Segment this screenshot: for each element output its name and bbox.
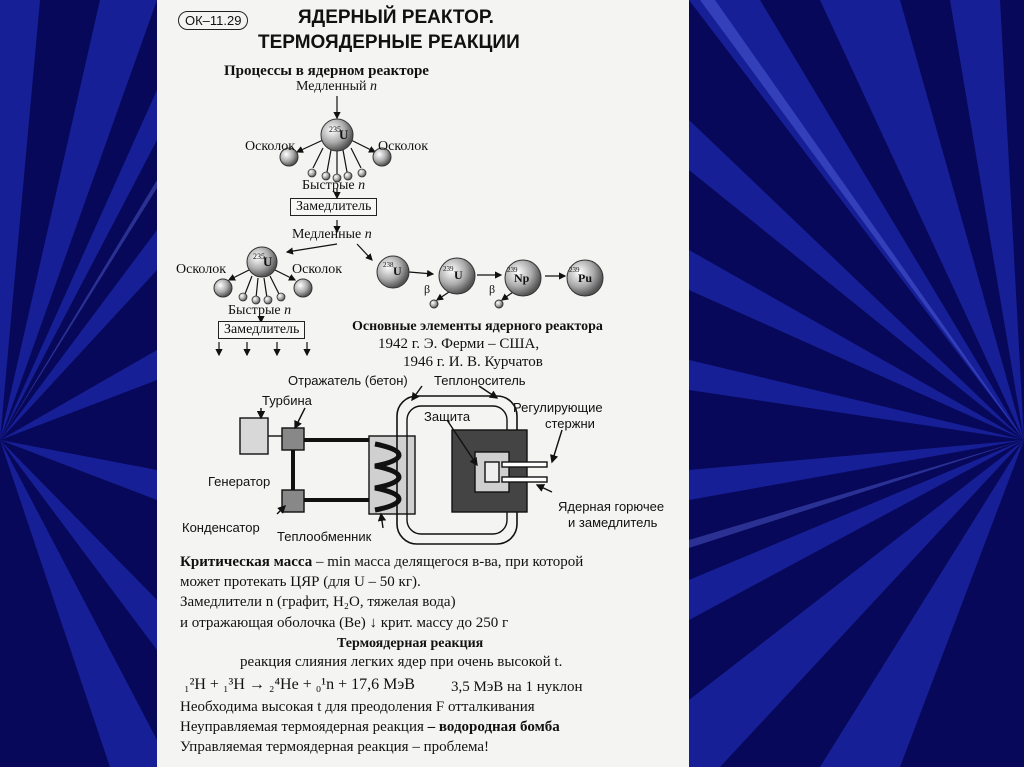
fragment-label-mid-right: Осколок: [292, 262, 343, 277]
fuel-label-1: Ядерная горючее: [558, 499, 665, 514]
slow-neutron-label: [296, 80, 377, 94]
isotope-239-u: 239: [443, 265, 454, 273]
fragment-label-mid-left: Осколок: [176, 262, 227, 277]
moderator-box-mid: Замедлитель: [218, 321, 305, 339]
control-rods-label-2: стержни: [545, 416, 595, 431]
neutron-symbol-fast-top: n: [358, 178, 366, 193]
neutron-symbol-slow: n: [364, 227, 372, 242]
beta-label-1: β: [424, 282, 431, 296]
shield-label: Защита: [424, 409, 471, 424]
u238-symbol: U: [393, 264, 402, 278]
controlled-line: Управляемая термоядерная реакция – проблема!: [180, 739, 490, 755]
condenser-block: [282, 490, 304, 512]
slow-neutrons-label: [292, 228, 372, 242]
fusion-definition: реакция слияния легких ядер при очень высокой t.: [240, 654, 563, 670]
uranium-symbol-mid: U: [263, 254, 273, 269]
uncontrolled-text: Неуправляемая термоядерная реакция: [180, 719, 424, 735]
fragment-label-left: Осколок: [245, 139, 296, 154]
slow-neutron-text: Медленный: [296, 79, 367, 94]
fuel-label-2: и замедлитель: [568, 515, 658, 530]
elements-heading: Основные элементы ядерного реактора: [352, 319, 603, 334]
critical-mass-line2: может протекать ЦЯР (для U – 50 кг).: [180, 574, 421, 590]
uranium-symbol-top: U: [339, 127, 349, 142]
requirement-line: Необходима высокая t для преодоления F отталкивания: [180, 699, 535, 715]
reactor-diagram: [157, 0, 689, 767]
coolant-label: Теплоноситель: [434, 373, 526, 388]
critical-mass-line1: [180, 555, 583, 570]
neutron-symbol: n: [370, 79, 377, 94]
heat-exchanger-label: Теплообменник: [277, 529, 372, 544]
energy-per-nucleon: 3,5 МэВ на 1 нуклон: [451, 679, 583, 695]
thermonuclear-heading: Термоядерная реакция: [337, 636, 484, 651]
generator-block: [240, 418, 268, 454]
neutron-symbol-fast-mid: n: [284, 303, 292, 318]
isotope-235-mid: 235: [253, 252, 265, 261]
generator-label: Генератор: [208, 474, 271, 489]
isotope-235-top: 235: [329, 125, 341, 134]
page-title-line1: ЯДЕРНЫЙ РЕАКТОР.: [298, 7, 494, 28]
fusion-equation: ₁²H + ₁³H → ₂⁴He + ₀¹n + 17,6 МэВ: [184, 676, 415, 693]
u239-symbol: U: [454, 268, 463, 282]
fragment-label-right: Осколок: [378, 139, 429, 154]
beta-label-2: β: [489, 282, 496, 296]
reflector-label: Отражатель (бетон): [288, 373, 408, 388]
fast-neutrons-text-top: Быстрые: [302, 178, 355, 193]
moderators-line: Замедлители n (графит, H₂O, тяжелая вода): [180, 594, 456, 610]
sheet-badge: ОК–11.29: [178, 11, 248, 30]
uncontrolled-line: [180, 720, 560, 735]
turbine-block: [282, 428, 304, 450]
np-symbol: Np: [514, 271, 530, 285]
isotope-239-np: 239: [507, 266, 518, 274]
slow-neutrons-text: Медленные: [292, 227, 362, 242]
condenser-label: Конденсатор: [182, 520, 260, 535]
fast-neutrons-label-top: [302, 179, 365, 193]
isotope-239-pu: 239: [569, 266, 580, 274]
hydrogen-bomb-text: – водородная бомба: [423, 719, 560, 735]
pu-symbol: Pu: [578, 271, 593, 285]
critical-mass-definition: – min масса делящегося в-ва, при которой: [312, 554, 584, 570]
fermi-line: 1942 г. Э. Ферми – США,: [378, 336, 540, 352]
turbine-label: Турбина: [262, 393, 312, 408]
page-title-line2: ТЕРМОЯДЕРНЫЕ РЕАКЦИИ: [258, 32, 520, 53]
control-rods-label-1: Регулирующие: [513, 400, 603, 415]
kurchatov-line: 1946 г. И. В. Курчатов: [403, 354, 543, 370]
control-rods: [502, 462, 547, 467]
processes-heading: Процессы в ядерном реакторе: [224, 63, 429, 79]
critical-mass-term: Критическая масса: [180, 554, 313, 570]
isotope-238: 238: [383, 261, 394, 269]
moderator-box-top: Замедлитель: [290, 198, 377, 216]
fast-neutrons-text-mid: Быстрые: [228, 303, 281, 318]
fast-neutrons-label-mid: [228, 304, 291, 318]
reflecting-shell-line: и отражающая оболочка (Be) ↓ крит. массу до 250 г: [180, 615, 509, 631]
